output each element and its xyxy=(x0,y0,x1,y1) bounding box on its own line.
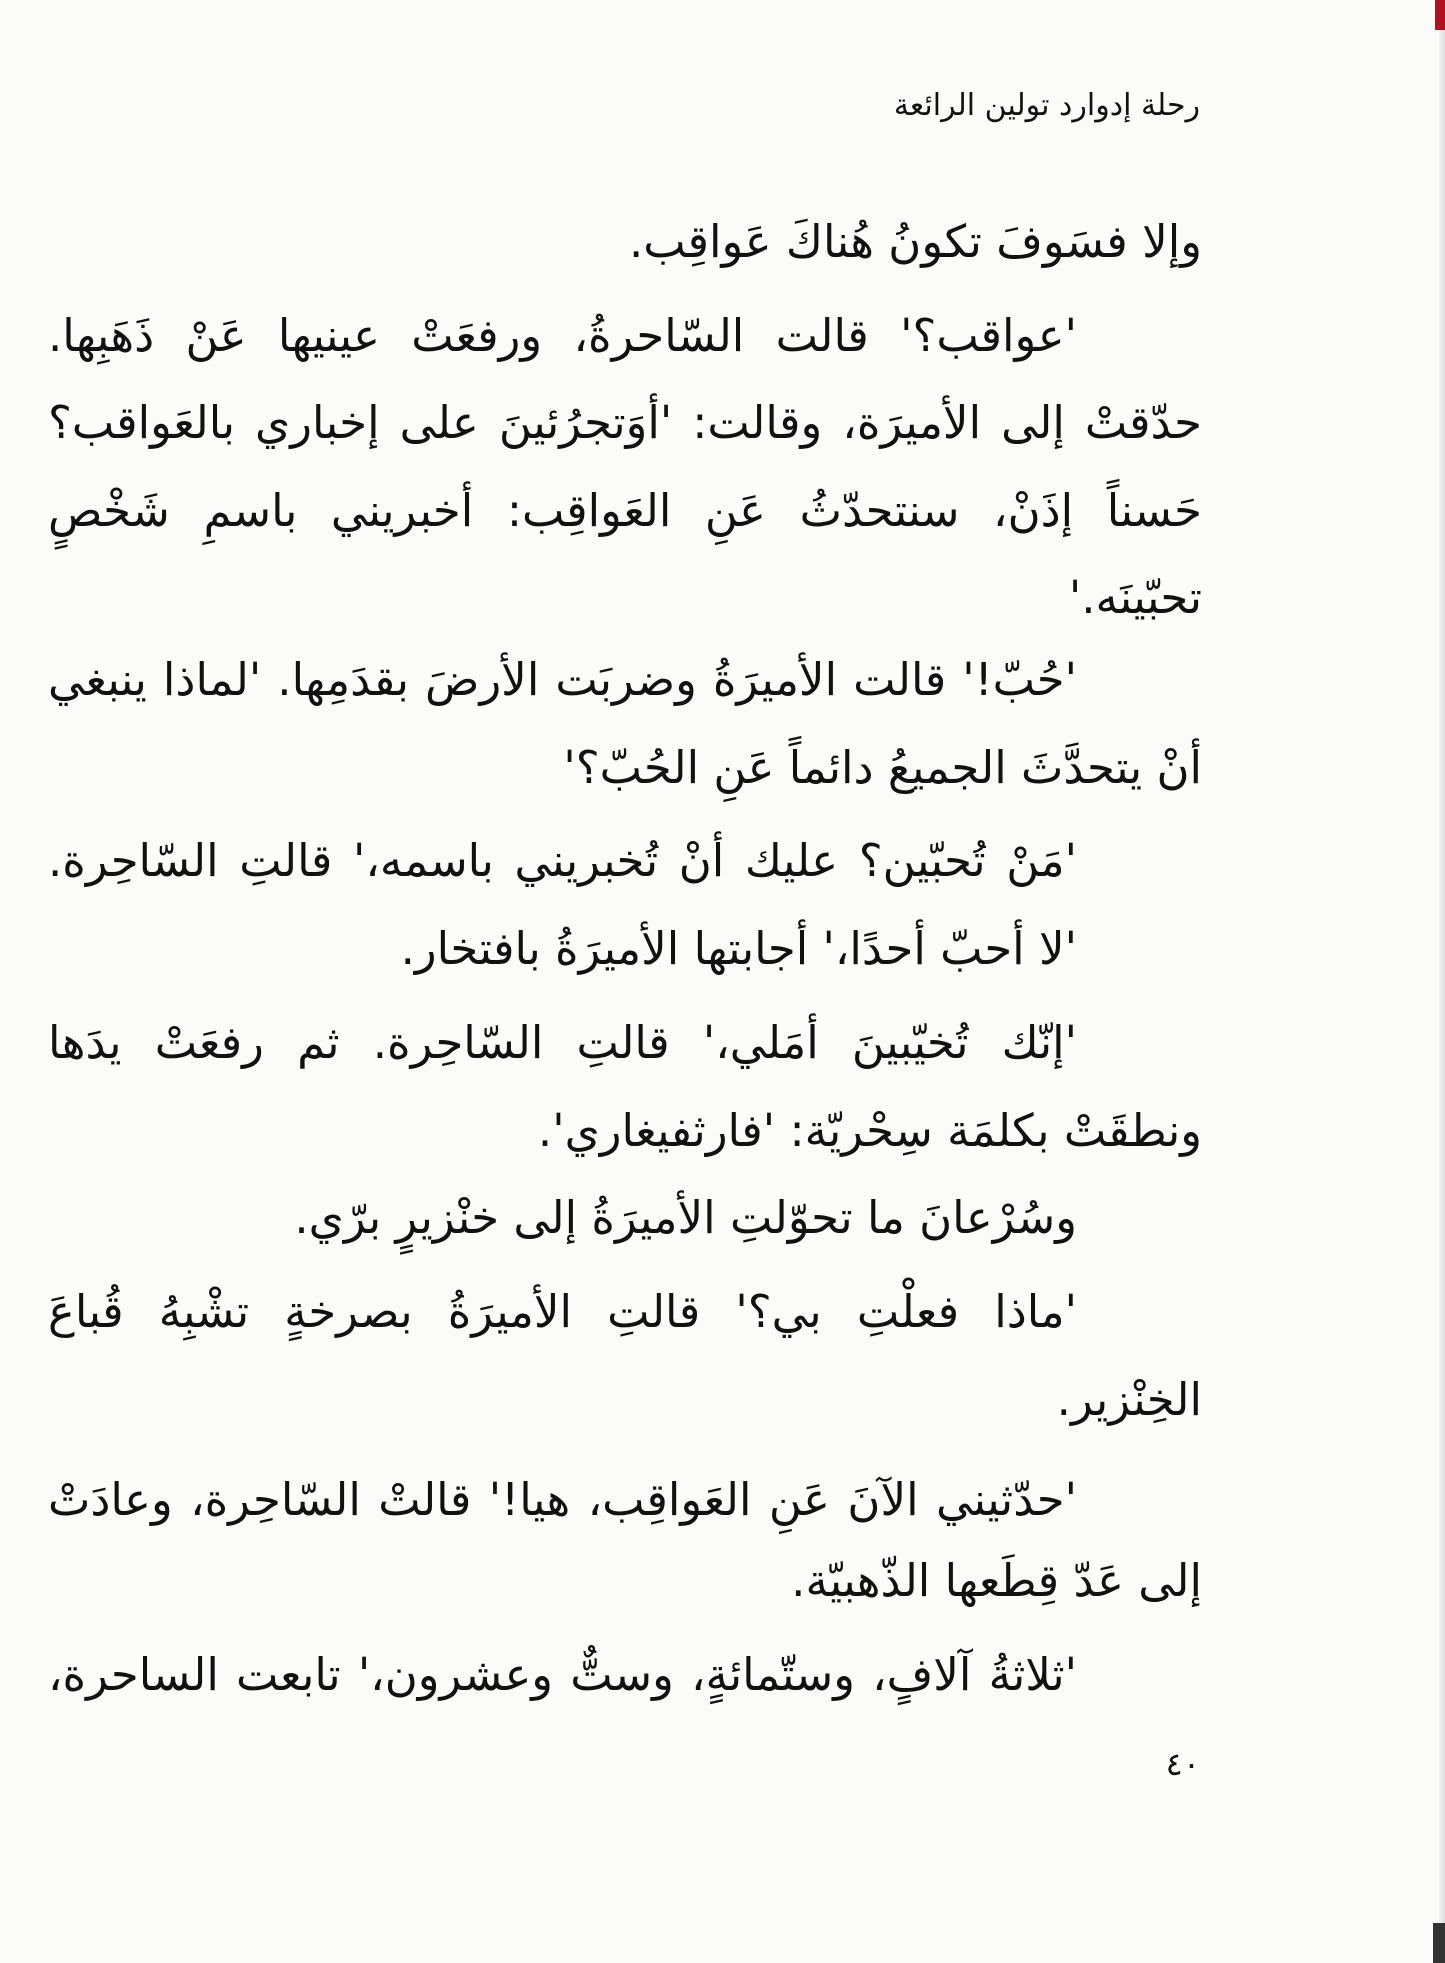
book-cover-edge xyxy=(1435,0,1445,30)
text-line: أنْ يتحدَّثَ الجميعُ دائماً عَنِ الحُبّ؟' xyxy=(563,741,1202,794)
text-line: حَسناً إذَنْ، سنتحدّثُ عَنِ العَواقِب: أخبريني باسمِ شَخْصٍ xyxy=(48,484,1202,537)
text-line: 'مَنْ تُحبّين؟ عليك أنْ تُخبريني باسمه،' قالتِ السّاحِرة. xyxy=(48,834,1077,887)
text-line: 'عواقب؟' قالت السّاحرةُ، ورفعَتْ عينيها عَنْ ذَهَبِها. xyxy=(48,309,1077,362)
page-number: ٤٠ xyxy=(1165,1745,1200,1783)
text-line: 'إنّك تُخيّبينَ أمَلي،' قالتِ السّاحِرة. ثم رفعَتْ يدَها xyxy=(48,1016,1077,1069)
text-line: 'لا أحبّ أحدًا،' أجابتها الأميرَةُ بافتخار. xyxy=(400,922,1077,975)
text-line: الخِنْزير. xyxy=(1056,1373,1202,1426)
text-line: 'ثلاثةُ آلافٍ، وستّمائةٍ، وستٌّ وعشرون،' تابعت الساحرة، xyxy=(48,1648,1077,1701)
text-line: تحبّينَه.' xyxy=(1068,571,1202,624)
text-line: وإلا فسَوفَ تكونُ هُناكَ عَواقِب. xyxy=(628,215,1202,268)
text-line: 'حدّثيني الآنَ عَنِ العَواقِب، هيا!' قالتْ السّاحِرة، وعادَتْ xyxy=(48,1473,1077,1526)
text-line: وسُرْعانَ ما تحوّلتِ الأميرَةُ إلى خنْزيرٍ برّي. xyxy=(294,1191,1077,1244)
text-line: 'حُبّ!' قالت الأميرَةُ وضربَت الأرضَ بقدَمِها. 'لماذا ينبغي xyxy=(48,653,1077,706)
page-edge xyxy=(1439,0,1445,1963)
text-line: حدّقتْ إلى الأميرَة، وقالت: 'أوَتجرُئينَ على إخباري بالعَواقب؟ xyxy=(48,396,1202,449)
text-line: إلى عَدّ قِطَعها الذّهبيّة. xyxy=(791,1554,1202,1607)
text-line: ونطقَتْ بكلمَة سِحْريّة: 'فارثفيغاري'. xyxy=(537,1104,1202,1157)
page-corner-shadow xyxy=(1433,1923,1445,1963)
text-line: 'ماذا فعلْتِ بي؟' قالتِ الأميرَةُ بصرخةٍ تشْبِهُ قُباعَ xyxy=(48,1285,1077,1338)
running-header: رحلة إدوارد تولين الرائعة xyxy=(893,88,1200,123)
